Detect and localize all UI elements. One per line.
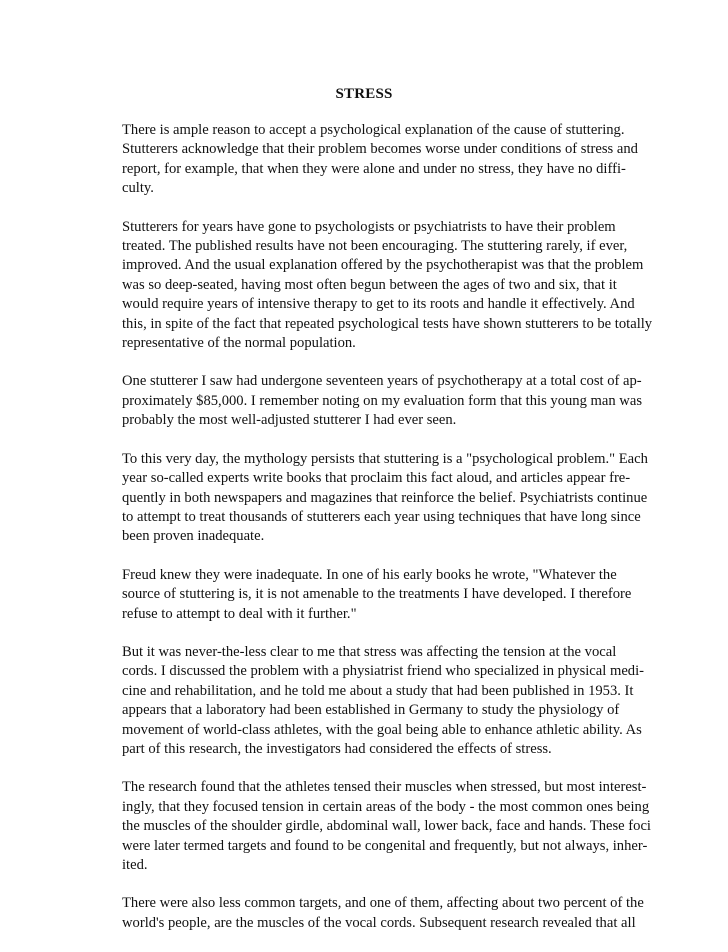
text-line: refuse to attempt to deal with it further."	[122, 605, 357, 622]
text-line: quently in both newspapers and magazines that reinforce the belief. Psychiatrists continue	[122, 489, 648, 506]
text-line: world's people, are the muscles of the vocal cords. Subsequent research revealed that all	[122, 914, 636, 931]
text-line: culty.	[122, 180, 154, 197]
text-line: this, in spite of the fact that repeated psychological tests have shown stutterers to be totally	[122, 315, 653, 332]
paragraph-3	[122, 372, 646, 430]
text-line: the muscles of the shoulder girdle, abdominal wall, lower back, face and hands. These foci	[122, 818, 651, 835]
text-line: to attempt to treat thousands of stutterers each year using techniques that have long since	[122, 508, 641, 525]
text-line: were later termed targets and found to be congenital and frequently, but not always, inher-	[122, 837, 648, 854]
text-line: But it was never-the-less clear to me that stress was affecting the tension at the vocal	[122, 643, 617, 660]
text-line: source of stuttering is, it is not amenable to the treatments I have developed. I therefore	[122, 586, 632, 603]
text-line: cine and rehabilitation, and he told me about a study that had been published in 1953. It	[122, 682, 634, 699]
text-line: Stutterers for years have gone to psychologists or psychiatrists to have their problem	[122, 218, 616, 235]
paragraph-4	[122, 450, 646, 547]
text-line: treated. The published results have not been encouraging. The stuttering rarely, if ever,	[122, 238, 628, 255]
text-line: was so deep-seated, having most often begun between the ages of two and six, that it	[122, 276, 617, 293]
paragraph-5	[122, 566, 646, 624]
text-line: Stutterers acknowledge that their problem becomes worse under conditions of stress and	[122, 141, 638, 158]
text-line: cords. I discussed the problem with a physiatrist friend who specialized in physical medi-	[122, 663, 645, 680]
text-line: One stutterer I saw had undergone seventeen years of psychotherapy at a total cost of ap-	[122, 373, 642, 390]
paragraph-7	[122, 778, 651, 875]
text-line: proximately $85,000. I remember noting on my evaluation form that this young man was	[122, 392, 643, 409]
text-line: part of this research, the investigators had considered the effects of stress.	[122, 740, 552, 757]
text-line: year so-called experts write books that proclaim this fact aloud, and articles appear fre-	[122, 470, 631, 487]
paragraph-8	[122, 894, 646, 933]
document-body	[122, 121, 653, 952]
text-line: movement of world-class athletes, with the goal being able to enhance athletic ability. As	[122, 721, 642, 738]
text-line: probably the most well-adjusted stutterer I had ever seen.	[122, 412, 457, 429]
text-line: been proven inadequate.	[122, 528, 265, 545]
text-line: The research found that the athletes tensed their muscles when stressed, but most interest-	[122, 779, 647, 796]
text-line: To this very day, the mythology persists that stuttering is a "psychological problem." Each	[122, 450, 648, 467]
text-line: There is ample reason to accept a psychological explanation of the cause of stuttering.	[122, 122, 625, 138]
document-title: STRESS	[335, 86, 393, 102]
paragraph-6	[122, 643, 646, 759]
text-line: There were also less common targets, and one of them, affecting about two percent of the	[122, 895, 644, 912]
text-line: ited.	[122, 857, 148, 873]
text-line: appears that a laboratory had been established in Germany to study the physiology of	[122, 702, 620, 719]
text-line: Freud knew they were inadequate. In one of his early books he wrote, "Whatever the	[122, 566, 617, 583]
text-line: representative of the normal population.	[122, 335, 356, 352]
text-line: would require years of intensive therapy to get to its roots and handle it effectively. And	[122, 296, 635, 313]
paragraph-2	[122, 218, 653, 354]
text-line: ingly, that they focused tension in certain areas of the body - the most common ones being	[122, 798, 650, 815]
text-line: improved. And the usual explanation offered by the psychotherapist was that the problem	[122, 257, 644, 274]
paragraph-1	[122, 121, 646, 199]
text-line: report, for example, that when they were alone and under no stress, they have no diffi-	[122, 160, 626, 177]
